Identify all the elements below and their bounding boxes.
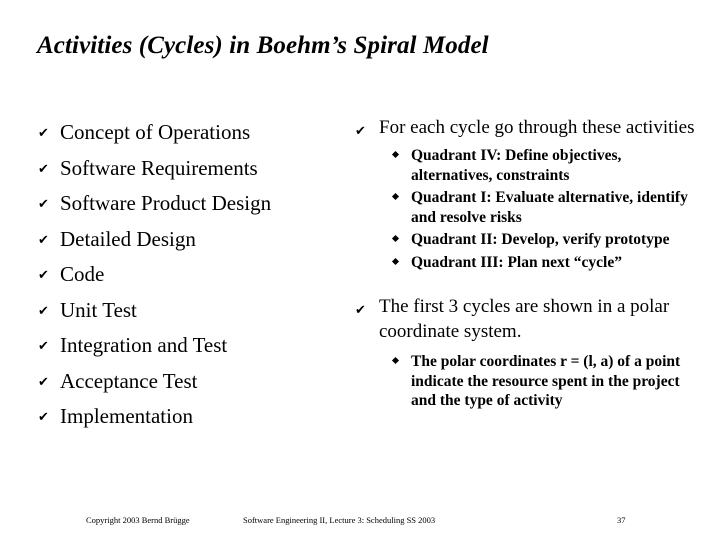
list-item-text: Acceptance Test	[60, 368, 198, 393]
list-item-text: Integration and Test	[60, 333, 228, 357]
quadrant-text: Quadrant IV: Define objectives, alternatives, constraints	[411, 147, 622, 184]
polar-sub-item	[389, 352, 700, 411]
check-bullet-icon: ✔	[355, 302, 366, 317]
diamond-bullet-icon	[392, 235, 399, 242]
diamond-bullet-icon	[392, 193, 399, 200]
check-bullet-icon: ✔	[38, 338, 49, 353]
list-item-text: Unit Test	[60, 297, 137, 322]
activity-list	[38, 115, 271, 435]
check-bullet-icon: ✔	[38, 196, 49, 211]
quadrant-item	[389, 188, 700, 227]
diamond-bullet-icon	[392, 257, 399, 264]
list-item	[38, 293, 271, 329]
list-item	[38, 115, 271, 151]
quadrant-item	[389, 230, 700, 250]
quadrant-text: Quadrant III: Plan next “cycle”	[411, 253, 622, 271]
check-bullet-icon: ✔	[38, 302, 49, 318]
list-item	[38, 257, 271, 293]
right-column	[355, 115, 700, 414]
quadrant-text: Quadrant I: Evaluate alternative, identify and resolve risks	[411, 189, 688, 226]
footer-copyright: Copyright 2003 Bernd Brügge	[86, 515, 190, 525]
quadrant-text: Quadrant II: Develop, verify prototype	[411, 231, 670, 248]
check-bullet-icon: ✔	[38, 409, 49, 424]
list-item	[38, 364, 271, 400]
check-bullet-icon: ✔	[355, 123, 366, 138]
slide-title: Activities (Cycles) in Boehm’s Spiral Model	[37, 32, 489, 59]
polar-sub-list	[355, 352, 700, 411]
list-item	[38, 399, 271, 435]
polar-cycles-item	[355, 294, 700, 344]
diamond-bullet-icon	[392, 151, 399, 158]
list-item	[38, 186, 271, 222]
list-item-text: Software Requirements	[60, 155, 258, 180]
list-item-text: Concept of Operations	[60, 120, 251, 144]
polar-cycles-text: The first 3 cycles are shown in a polar coordinate system.	[379, 296, 670, 342]
list-item-text: Software Product Design	[60, 191, 272, 215]
quadrant-list	[355, 146, 700, 272]
check-bullet-icon: ✔	[38, 267, 49, 282]
footer-page-number: 37	[617, 515, 626, 525]
list-item	[38, 328, 271, 364]
footer-course: Software Engineering II, Lecture 3: Scheduling SS 2003	[243, 515, 436, 525]
diamond-bullet-icon	[392, 357, 399, 364]
check-bullet-icon: ✔	[38, 125, 49, 140]
check-bullet-icon: ✔	[38, 231, 49, 247]
list-item	[38, 151, 271, 187]
cycle-activities-item	[355, 115, 700, 140]
quadrant-item	[389, 146, 700, 185]
polar-sub-text: The polar coordinates r = (l, a) of a point indicate the resource spent in the project and the type of activity	[411, 353, 681, 409]
quadrant-item	[389, 253, 700, 273]
list-item-text: Code	[60, 262, 105, 286]
list-item	[38, 222, 271, 258]
list-item-text: Detailed Design	[60, 226, 196, 251]
check-bullet-icon: ✔	[38, 160, 49, 176]
list-item-text: Implementation	[60, 404, 193, 428]
cycle-activities-text: For each cycle go through these activities	[379, 117, 695, 138]
check-bullet-icon: ✔	[38, 373, 49, 389]
